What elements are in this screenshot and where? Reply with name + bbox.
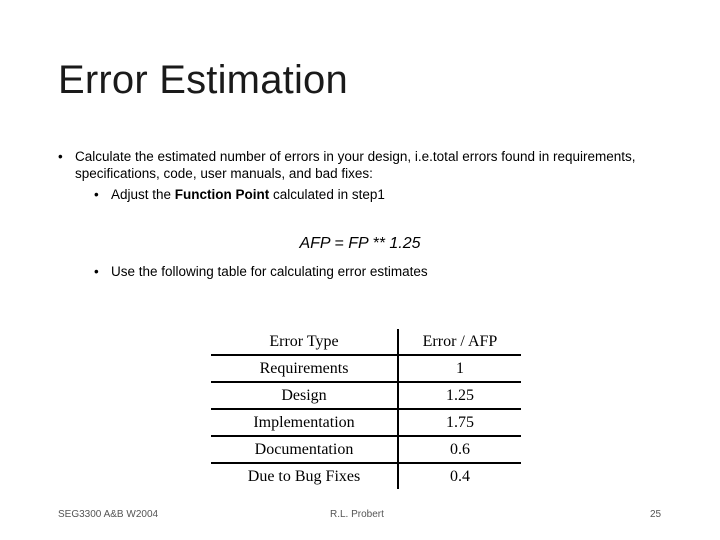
table-header-row	[211, 329, 521, 355]
bullet-text-after: calculated in step1	[269, 187, 385, 202]
error-estimate-table	[211, 329, 521, 489]
bullet-marker: •	[94, 187, 99, 202]
table-header-cell: Error Type	[211, 329, 398, 355]
footer-author: R.L. Probert	[330, 509, 384, 520]
table-row	[211, 463, 521, 489]
table-cell: 1.25	[398, 382, 521, 409]
table-row	[211, 382, 521, 409]
bullet-marker: •	[58, 149, 63, 164]
table-row	[211, 436, 521, 463]
bullet-text: Calculate the estimated number of errors in your design, i.e.total errors found in requirements, specifications, code, user manuals, and bad fixes:	[75, 149, 636, 181]
table-cell: Documentation	[211, 436, 398, 463]
bullet-text: Use the following table for calculating error estimates	[111, 264, 428, 279]
bullet-marker: •	[94, 264, 99, 279]
bullet-adjust-function-point	[94, 186, 654, 203]
table-cell: 1.75	[398, 409, 521, 436]
table-cell: 0.4	[398, 463, 521, 489]
footer-course: SEG3300 A&B W2004	[58, 509, 159, 520]
table-cell: Implementation	[211, 409, 398, 436]
bullet-text-bold: Function Point	[174, 187, 270, 202]
footer-page-number: 25	[650, 509, 662, 520]
table-header-cell: Error / AFP	[398, 329, 521, 355]
bullet-calculate-errors	[58, 148, 678, 182]
table-row	[211, 409, 521, 436]
table-cell: Requirements	[211, 355, 398, 382]
table-cell: 0.6	[398, 436, 521, 463]
bullet-use-table	[94, 263, 654, 280]
table-cell: Due to Bug Fixes	[211, 463, 398, 489]
table-row	[211, 355, 521, 382]
table-cell: 1	[398, 355, 521, 382]
bullet-text-before: Adjust the	[111, 187, 175, 202]
table-cell: Design	[211, 382, 398, 409]
formula: AFP = FP ** 1.25	[299, 235, 421, 252]
slide-title: Error Estimation	[58, 58, 348, 102]
